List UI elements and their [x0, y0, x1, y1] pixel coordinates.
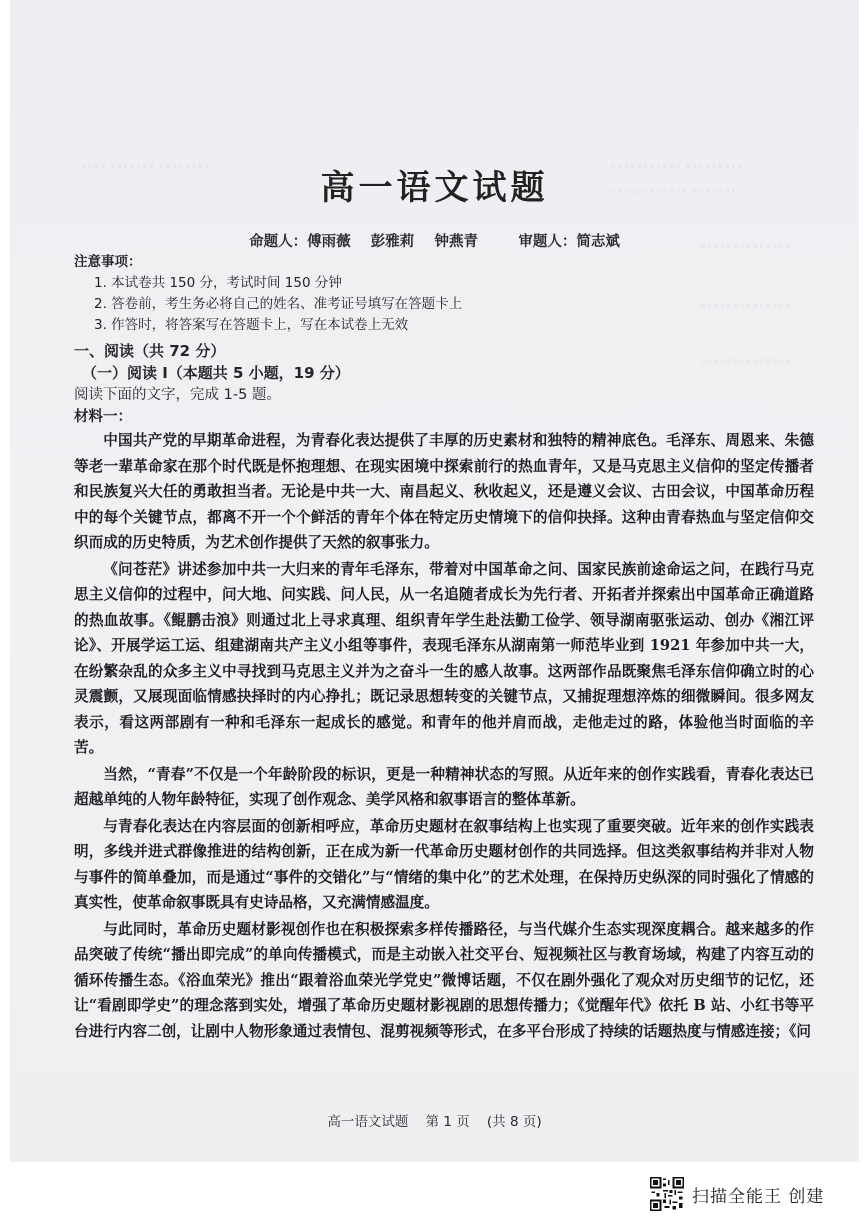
bleed-through-text: ◦◦◦◦◦◦◦◦◦◦◦◦◦◦ — [700, 240, 791, 253]
passage-paragraph: 当然，“青春”不仅是一个年龄阶段的标识，更是一种精神状态的写照。从近年来的创作实践看，青春化表达已超越单纯的人物年龄特征，实现了创作观念、美学风格和叙事语言的整体革新。 — [74, 765, 814, 808]
qr-code-icon — [650, 1177, 684, 1211]
passage-paragraph: 与此同时，革命历史题材影视创作也在积极探索多样传播路径，与当代媒介生态实现深度耦合。越来越多的作品突破了传统“播出即完成”的单向传播模式，而是主动嵌入社交平台、短视频社区与教育场域，构建了内容互动的循环传播生态。《浴血荣光》推出“跟着浴血荣光学党史”微博话题，不仅在剧外强化了观众对历史细节的记忆，还让“看剧即学史”的理念落到实处，增强了革命历史题材影视剧的思想传播力；《觉醒年代》依托 B 站、小红书等平台进行内容二创，让剧中人物形象通过表情包、混剪视频等形式，在多平台形成了持续的话题热度与情感连接；《问 — [74, 920, 814, 1040]
passage-paragraph: 中国共产党的早期革命进程，为青春化表达提供了丰厚的历史素材和独特的精神底色。毛泽东、周恩来、朱德等老一辈革命家在那个时代既是怀抱理想、在现实困境中探索前行的热血青年，又是马克思主义信仰的坚定传播者和民族复兴大任的勇敢担当者。无论是中共一大、南昌起义、秋收起义，还是遵义会议、古田会议，中国革命历程中的每个关键节点，都离不开一个个鲜活的青年个体在特定历史情境下的信仰抉择。这种由青春热血与坚定信仰交织而成的历史特质，为艺术创作提供了天然的叙事张力。 — [74, 432, 814, 551]
passage-paragraph: 与青春化表达在内容层面的创新相呼应，革命历史题材在叙事结构上也实现了重要突破。近年来的创作实践表明，多线并进式群像推进的结构创新，正在成为新一代革命历史题材创作的共同选择。但这类叙事结构并非对人物与事件的简单叠加，而是通过“事件的交错化”与“情绪的集中化”的艺术处理，在保持历史纵深的同时强化了情感的真实性，使革命叙事既具有史诗品格，又充满情感温度。 — [74, 817, 814, 911]
question-setters: 命题人：傅雨薇 彭雅莉 钟燕青 审题人：简志斌 — [249, 233, 620, 250]
notice-heading: 注意事项： — [74, 254, 142, 270]
scanner-watermark — [650, 1176, 824, 1212]
reading-passage — [74, 428, 814, 1045]
notice-item: 3. 作答时，将答案写在答题卡上，写在本试卷上无效 — [94, 317, 409, 333]
bleed-through-text: ◦◦◦◦◦◦◦◦◦◦◦◦ ◦◦◦◦◦◦◦ — [610, 185, 737, 198]
bleed-through-text: ◦◦◦◦◦◦◦◦◦◦◦◦◦◦ — [700, 355, 791, 368]
subsection-heading: （一）阅读 I（本题共 5 小题，19 分） — [82, 364, 350, 382]
material-label: 材料一： — [74, 409, 132, 425]
notice-list — [94, 273, 834, 336]
page-footer: 高一语文试题 第 1 页 (共 8 页) — [327, 1114, 542, 1130]
watermark-text: 扫描全能王 创建 — [692, 1186, 825, 1207]
reading-instruction: 阅读下面的文字，完成 1-5 题。 — [74, 387, 281, 403]
notice-item: 2. 答卷前，考生务必将自己的姓名、准考证号填写在答题卡上 — [94, 296, 463, 312]
passage-paragraph: 《问苍茫》讲述参加中共一大归来的青年毛泽东，带着对中国革命之问、国家民族前途命运之问，在践行马克思主义信仰的过程中，问大地、问实践、问人民，从一名追随者成长为先行者、开拓者并探索出中国革命正确道路的热血故事。《鲲鹏击浪》则通过北上寻求真理、组织青年学生赴法勤工俭学、领导湖南驱张运动、创办《湘江评论》、开展学运工运、组建湖南共产主义小组等事件，表现毛泽东从湖南第一师范毕业到 1921 年参加中共一大，在纷繁杂乱的众多主义中寻找到马克思主义并为之奋斗一生的感人故事。这两部作品既聚焦毛泽东信仰确立时的心灵震颤，又展现面临情感抉择时的内心挣扎；既记录思想转变的关键节点，又捕捉理想淬炼的细微瞬间。很多网友表示，看这两部剧有一种和毛泽东一起成长的感觉。和青年的他并肩而战，走他走过的路，体验他当时面临的辛苦。 — [74, 560, 814, 756]
bleed-through-text: ◦◦◦◦ ◦◦◦◦◦◦◦ ◦◦◦◦◦◦◦◦ — [80, 160, 211, 173]
bleed-through-text: ◦◦◦◦◦◦◦◦◦◦◦◦◦◦ — [700, 300, 791, 313]
exam-title: 高一语文试题 — [320, 168, 549, 208]
section-heading: 一、阅读（共 72 分） — [74, 342, 226, 360]
bleed-through-text: ◦◦◦◦◦◦◦◦◦◦◦ ◦◦◦◦◦◦◦◦◦ — [610, 160, 744, 173]
notice-item: 1. 本试卷共 150 分，考试时间 150 分钟 — [94, 275, 342, 291]
exam-paper — [10, 0, 859, 1162]
